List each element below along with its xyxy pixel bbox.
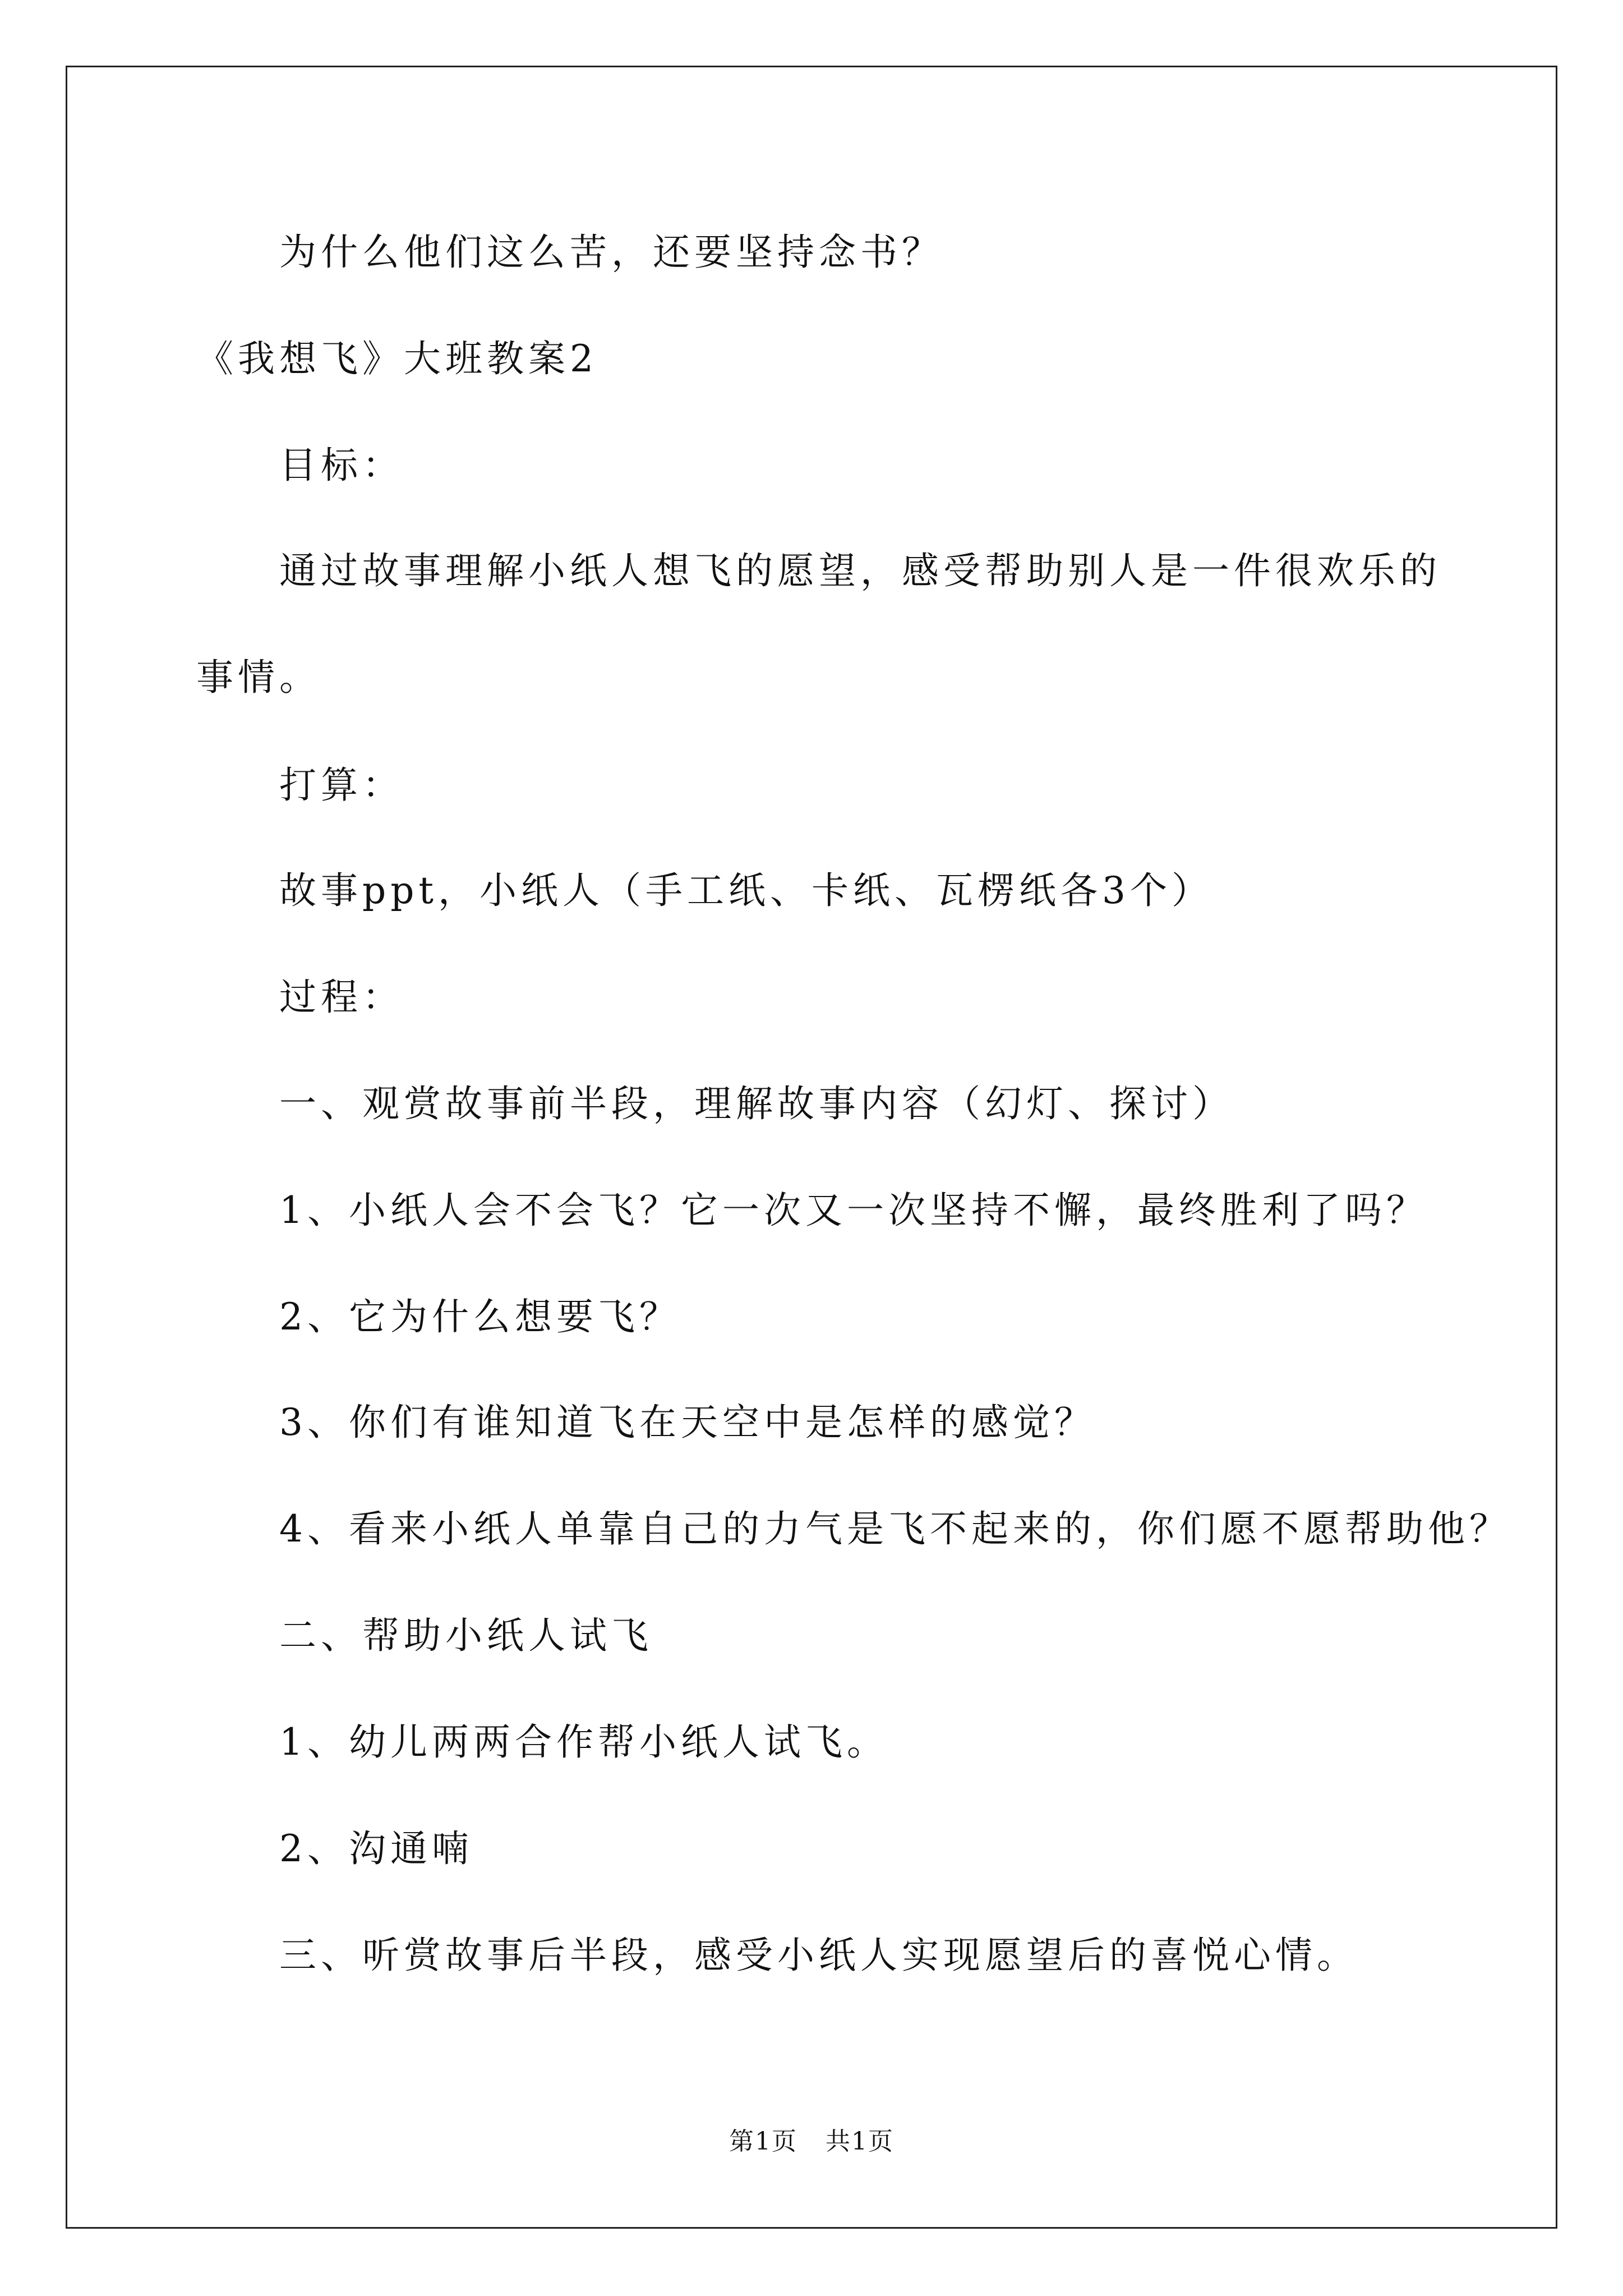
page-number: 第1页 — [729, 2127, 797, 2156]
text-goal-line-2: 事情。 — [196, 656, 321, 699]
text-step-2: 二、帮助小纸人试飞 — [279, 1614, 653, 1657]
section-title-lesson-2: 《我想飞》大班教案2 — [196, 337, 598, 380]
heading-process: 过程： — [279, 976, 404, 1019]
text-preparation: 故事ppt，小纸人（手工纸、卡纸、瓦楞纸各3个） — [279, 869, 1214, 912]
text-step-1-q2: 2、它为什么想要飞？ — [279, 1295, 681, 1338]
page-footer — [0, 2126, 1623, 2157]
heading-preparation: 打算： — [279, 763, 404, 807]
text-step-1: 一、观赏故事前半段，理解故事内容（幻灯、探讨） — [279, 1082, 1234, 1125]
text-step-2-item-1: 1、幼儿两两合作帮小纸人试飞。 — [279, 1720, 888, 1764]
heading-goal: 目标： — [279, 444, 404, 487]
text-step-1-q4: 4、看来小纸人单靠自己的力气是飞不起来的，你们愿不愿帮助他？ — [279, 1507, 1511, 1550]
text-goal-line-1: 通过故事理解小纸人想飞的愿望，感受帮助别人是一件很欢乐的 — [279, 549, 1441, 592]
page-border — [66, 66, 1557, 2229]
text-step-1-q3: 3、你们有谁知道飞在天空中是怎样的感觉？ — [279, 1401, 1096, 1444]
text-line-question: 为什么他们这么苦，还要坚持念书？ — [279, 231, 943, 274]
text-step-1-q1: 1、小纸人会不会飞？它一次又一次坚持不懈，最终胜利了吗？ — [279, 1189, 1428, 1232]
text-step-3: 三、听赏故事后半段，感受小纸人实现愿望后的喜悦心情。 — [279, 1934, 1358, 1977]
page-total: 共1页 — [826, 2127, 894, 2156]
text-step-2-item-2: 2、沟通喃 — [279, 1827, 473, 1870]
